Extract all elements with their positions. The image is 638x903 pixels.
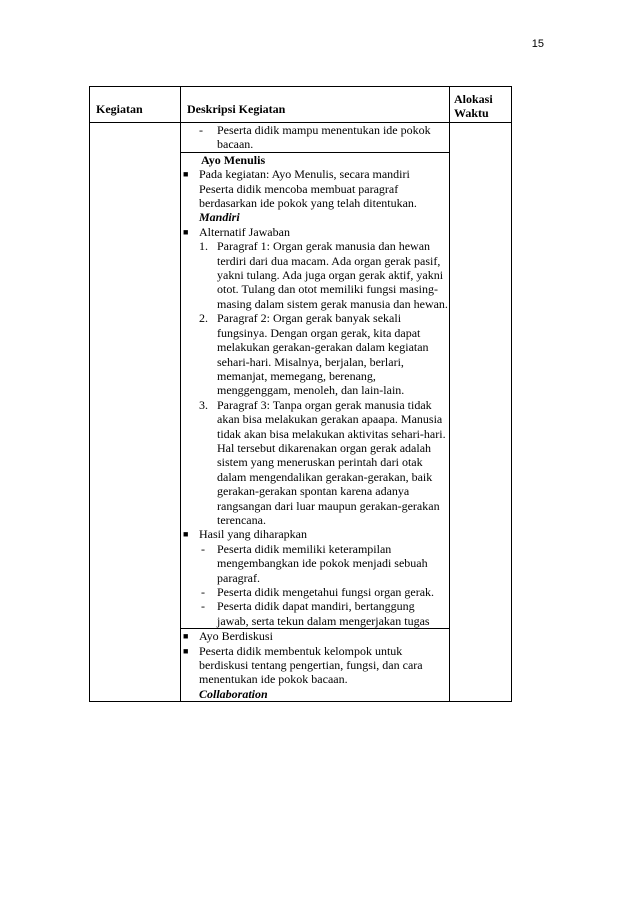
paragraph-answer: 3. Paragraf 3: Tanpa organ gerak manusia tidak akan bisa melakukan gerakan apaapa. Manusia tidak akan bisa melakukan aktivitas sehari-hari. Hal tersebut dikarenakan organ gerak adalah sistem yang meneruskan perintah dari otak dalam mengendalikan gerakan-gerakan, baik gerakan-gerakan spontan karena adanya rangsangan dari luar maupun gerakan-gerakan terencana. bbox=[199, 397, 446, 527]
header-deskripsi: Deskripsi Kegiatan bbox=[181, 87, 450, 123]
paragraph-answer: 1. Paragraf 1: Organ gerak manusia dan hewan terdiri dari dua macam. Ada organ gerak pasif, yakni tulang. Ada juga organ gerak aktif, yakni otot. Tulang dan otot memiliki fungsi masing-masing dalam sistem gerak manusia dan hewan. bbox=[199, 239, 448, 311]
paragraph-answer: 2. Paragraf 2: Organ gerak banyak sekali fungsinya. Dengan organ gerak, kita dapat melakukan gerakan-gerakan dalam kegiatan sehari-hari. Misalnya, berjalan, berlari, memanjat, memegang, berenang, menggenggam, menoleh, dan lain-lain. bbox=[199, 311, 429, 398]
list-item: - Peserta didik mengetahui fungsi organ gerak. bbox=[201, 585, 435, 599]
list-item: ■ Hasil yang diharapkan bbox=[183, 527, 307, 542]
block2-cell bbox=[181, 152, 450, 628]
dash-bullet: - bbox=[199, 123, 203, 137]
list-item: ■ Alternatif Jawaban bbox=[183, 224, 290, 239]
square-bullet-icon: ■ bbox=[183, 169, 189, 180]
block1-cell bbox=[181, 123, 450, 153]
ayo-menulis-title: Ayo Menulis bbox=[201, 152, 266, 167]
list-item: ■ Pada kegiatan: Ayo Menulis, secara mandiri Peserta didik mencoba membuat paragraf berdasarkan ide pokok yang telah ditentukan. Mandiri bbox=[183, 167, 417, 225]
kegiatan-cell bbox=[90, 123, 181, 702]
table-row bbox=[90, 123, 512, 153]
list-item: - Peserta didik mampu menentukan ide pokok bacaan. bbox=[199, 123, 431, 152]
collaboration-label: Collaboration bbox=[199, 686, 268, 701]
square-bullet-icon: ■ bbox=[183, 645, 189, 656]
list-item: - Peserta didik memiliki keterampilan mengembangkan ide pokok menjadi sebuah paragraf. bbox=[201, 541, 428, 585]
dash-bullet: - bbox=[201, 599, 205, 614]
square-bullet-icon: ■ bbox=[183, 226, 189, 237]
list-item: ■ Ayo Berdiskusi bbox=[183, 629, 273, 644]
square-bullet-icon: ■ bbox=[183, 529, 189, 540]
block3-cell bbox=[181, 629, 450, 702]
header-alokasi: Alokasi Waktu bbox=[450, 87, 512, 123]
header-kegiatan: Kegiatan bbox=[90, 87, 181, 123]
list-item: ■ Peserta didik membentuk kelompok untuk berdiskusi tentang pengertian, fungsi, dan cara menentukan ide pokok bacaan. Collaboration bbox=[183, 643, 423, 701]
dash-bullet: - bbox=[201, 541, 205, 556]
page-number: 15 bbox=[531, 38, 544, 50]
dash-bullet: - bbox=[201, 585, 205, 599]
table-header-row bbox=[90, 87, 512, 123]
square-bullet-icon: ■ bbox=[183, 631, 189, 642]
alokasi-cell bbox=[450, 123, 512, 702]
list-item: - Peserta didik dapat mandiri, bertanggung jawab, serta tekun dalam mengerjakan tugas bbox=[201, 599, 430, 628]
mandiri-label: Mandiri bbox=[199, 210, 240, 225]
activity-table bbox=[89, 86, 512, 702]
